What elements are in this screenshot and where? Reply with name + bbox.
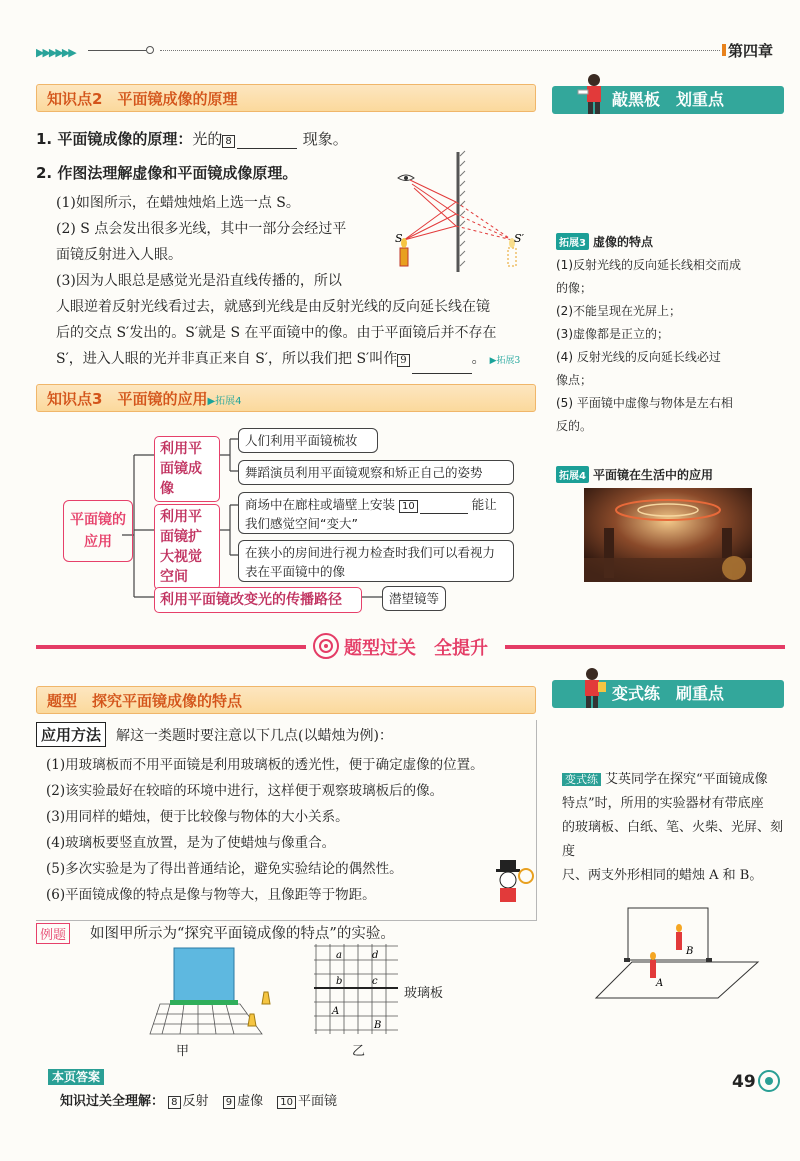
ext3-line: (3)虚像都是正立的； xyxy=(556,327,669,341)
target-icon xyxy=(312,632,340,660)
section2-title: 知识点2 平面镜成像的原理 xyxy=(47,90,238,108)
section-divider-title xyxy=(310,632,500,660)
para-line: 人眼逆着反射光线看过去，就感到光线是由反射光线的反向延长线在镜 xyxy=(56,299,490,315)
section2-item2-label: 2. 作图法理解虚像和平面镜成像原理。 xyxy=(36,164,298,182)
para-line-last xyxy=(56,346,536,374)
para-line: (1)如图所示，在蜡烛烛焰上选一点 S。 xyxy=(56,195,300,211)
extension-3-list xyxy=(556,254,786,438)
mindmap-branch-2: 利用平面镜扩大视觉空间 xyxy=(154,504,220,590)
grid-label-B: B xyxy=(374,1020,382,1031)
method-line: (2)该实验最好在较暗的环境中进行，这样便于观察玻璃板后的像。 xyxy=(46,783,444,799)
eye-pupil xyxy=(404,176,408,180)
mindmap-root-label: 平面镜的应用 xyxy=(70,512,126,550)
section3-title-bar xyxy=(36,384,536,412)
section2-item1 xyxy=(36,128,348,149)
answers-title: 本页答案 xyxy=(48,1069,104,1085)
section2-paragraph-1 xyxy=(56,190,396,294)
mindmap-leaf-blank xyxy=(238,492,514,534)
para-end: 。 xyxy=(471,351,486,367)
extension-4-tag: 拓展4 xyxy=(556,466,589,483)
extension-4-header xyxy=(556,466,713,483)
answer-text: 反射 xyxy=(182,1094,209,1109)
section2-title-bar xyxy=(36,84,536,112)
leaf-text: 能让我们感觉空间“变大” xyxy=(245,497,497,531)
practice-tag: 变式练 xyxy=(562,773,601,786)
para-line: (2) S 点会发出很多光线，其中一部分会经过平 xyxy=(56,221,347,237)
candle-object xyxy=(400,248,408,266)
mirror-hall-photo xyxy=(584,488,752,582)
para-line: 面镜反射进入人眼。 xyxy=(56,247,182,263)
extension-3-link[interactable]: ▶拓展3 xyxy=(489,356,521,366)
practice-title: 变式练 刷重点 xyxy=(612,684,725,703)
section2-paragraph-2 xyxy=(56,294,536,374)
grid-label-c: c xyxy=(372,976,378,987)
para-line: 后的交点 S′发出的。S′就是 S 在平面镜中的像。由于平面镜后并不存在 xyxy=(56,325,497,341)
method-line: (4)玻璃板要竖直放置，是为了使蜡烛与像重合。 xyxy=(46,835,336,851)
mirror-ray-diagram xyxy=(390,150,540,280)
blank-number-10: 10 xyxy=(399,500,418,513)
grid-label-A: A xyxy=(332,1006,340,1017)
practice-line: 的玻璃板、白纸、笔、火柴、光屏、刻度 xyxy=(562,820,784,859)
header-dotted-line xyxy=(160,50,720,51)
chapter-title: 第四章 xyxy=(728,42,774,60)
divider-left xyxy=(36,645,306,649)
extension-4-link[interactable]: ▶拓展4 xyxy=(207,396,242,407)
extension-3-tag: 拓展3 xyxy=(556,233,589,250)
glass-base xyxy=(170,1000,238,1005)
figure-jia-caption: 甲 xyxy=(176,1044,190,1059)
teacher-figure-icon xyxy=(574,72,610,116)
divider-title-text: 题型过关 全提升 xyxy=(344,638,488,659)
answers-line xyxy=(60,1090,337,1109)
label-s-prime: S′ xyxy=(514,232,525,245)
figure-yi-grid xyxy=(314,944,398,1036)
topic-title-bar xyxy=(36,686,536,714)
divider-right xyxy=(505,645,785,649)
mindmap-root xyxy=(63,500,133,562)
header-line xyxy=(88,50,146,51)
grid-label-d: d xyxy=(372,950,379,961)
key-points-title: 敲黑板 划重点 xyxy=(612,90,725,109)
mirror-hatch xyxy=(460,151,465,266)
grid-label-b: b xyxy=(336,976,343,987)
mindmap-branch-1: 利用平面镜成像 xyxy=(154,436,220,502)
glass-plate-label: 玻璃板 xyxy=(404,986,444,1001)
answer-blank-8[interactable] xyxy=(237,148,297,149)
answer-blank-10[interactable] xyxy=(420,513,468,514)
example-text: 如图甲所示为“探究平面镜成像的特点”的实验。 xyxy=(90,926,395,942)
method-line: (6)平面镜成像的特点是像与物等大，且像距等于物距。 xyxy=(46,887,376,903)
answer-num: 9 xyxy=(223,1096,235,1109)
practice-text xyxy=(562,768,786,888)
student-figure-icon xyxy=(574,666,610,710)
header-dot xyxy=(146,46,154,54)
ext3-line: (2)不能呈现在光屏上； xyxy=(556,304,681,318)
ext3-line: 的像； xyxy=(556,281,593,295)
answer-text: 虚像 xyxy=(237,1094,264,1109)
candle-a xyxy=(650,960,656,978)
figure-yi-caption: 乙 xyxy=(352,1044,366,1059)
answers-label: 知识过关全理解： xyxy=(60,1094,165,1109)
mindmap-branch-3: 利用平面镜改变光的传播路径 xyxy=(154,587,362,613)
mindmap-leaf: 舞蹈演员利用平面镜观察和矫正自己的姿势 xyxy=(238,460,514,485)
extension-3-title: 虚像的特点 xyxy=(592,235,653,249)
ext3-line: (5) 平面镜中虚像与物体是左右相 xyxy=(556,396,733,410)
answer-num: 10 xyxy=(277,1096,296,1109)
item1-text: 光的 xyxy=(192,130,223,148)
practice-line: 特点”时，所用的实验器材有带底座 xyxy=(562,796,764,811)
answers-title-box xyxy=(48,1068,104,1085)
ext3-line: 像点； xyxy=(556,373,593,387)
item1-label: 1. 平面镜成像的原理： xyxy=(36,130,193,148)
label-s: S xyxy=(395,232,403,245)
candle-b xyxy=(676,932,682,950)
mindmap-leaf: 潜望镜等 xyxy=(382,586,446,611)
candle-image xyxy=(508,248,516,266)
method-line: (1)用玻璃板而不用平面镜是利用玻璃板的透光性，便于确定虚像的位置。 xyxy=(46,757,484,773)
glass-plate xyxy=(174,948,234,1004)
answer-blank-9[interactable] xyxy=(412,373,472,374)
mindmap-leaf: 在狭小的房间进行视力检查时我们可以看视力表在平面镜中的像 xyxy=(238,540,514,582)
candle-b-shape xyxy=(262,992,270,1004)
blank-number-9: 9 xyxy=(397,354,409,367)
header-arrows: ▶▶▶▶▶▶ xyxy=(36,46,75,59)
page-number: 49 xyxy=(732,1072,756,1092)
extension-3-header xyxy=(556,233,653,250)
candle-a-shape xyxy=(248,1014,256,1026)
detective-mascot-icon xyxy=(486,858,536,908)
method-intro: 解这一类题时要注意以下几点(以蜡烛为例)： xyxy=(116,728,393,744)
method-line: (3)用同样的蜡烛，便于比较像与物体的大小关系。 xyxy=(46,809,349,825)
practice-apparatus-figure xyxy=(592,906,762,1002)
chapter-mark xyxy=(722,44,726,56)
practice-line: 尺、两支外形相同的蜡烛 A 和 B。 xyxy=(562,868,763,883)
ext3-line: 反的。 xyxy=(556,419,593,433)
ext3-line: (1)反射光线的反向延长线相交而成 xyxy=(556,258,741,272)
label-candle-a: A xyxy=(656,978,664,989)
page-corner-icon xyxy=(756,1068,782,1094)
method-line: (5)多次实验是为了得出普通结论，避免实验结论的偶然性。 xyxy=(46,861,403,877)
topic-title: 题型 探究平面镜成像的特点 xyxy=(47,692,243,710)
example-tag: 例题 xyxy=(36,923,70,944)
blank-number-8: 8 xyxy=(222,135,234,148)
grid-label-a: a xyxy=(336,950,342,961)
item1-text-end: 现象。 xyxy=(302,130,348,148)
practice-line: 艾英同学在探究“平面镜成像 xyxy=(605,772,768,787)
leaf-text: 商场中在廊柱或墙壁上安装 xyxy=(245,497,396,512)
mindmap-leaf: 人们利用平面镜梳妆 xyxy=(238,428,378,453)
extension-4-title: 平面镜在生活中的应用 xyxy=(592,468,713,482)
section3-title: 知识点3 平面镜的应用 xyxy=(47,390,208,408)
figure-jia xyxy=(140,944,280,1042)
answer-num: 8 xyxy=(168,1096,180,1109)
ext3-line: (4) 反射光线的反向延长线必过 xyxy=(556,350,721,364)
answer-text: 平面镜 xyxy=(297,1094,337,1109)
method-tag: 应用方法 xyxy=(36,722,106,747)
para-line: (3)因为人眼总是感觉光是沿直线传播的，所以 xyxy=(56,273,342,289)
para-text: S′，进入人眼的光并非真正来自 S′，所以我们把 S′叫作 xyxy=(56,351,398,367)
light-rays xyxy=(404,180,456,240)
label-candle-b: B xyxy=(686,946,694,957)
